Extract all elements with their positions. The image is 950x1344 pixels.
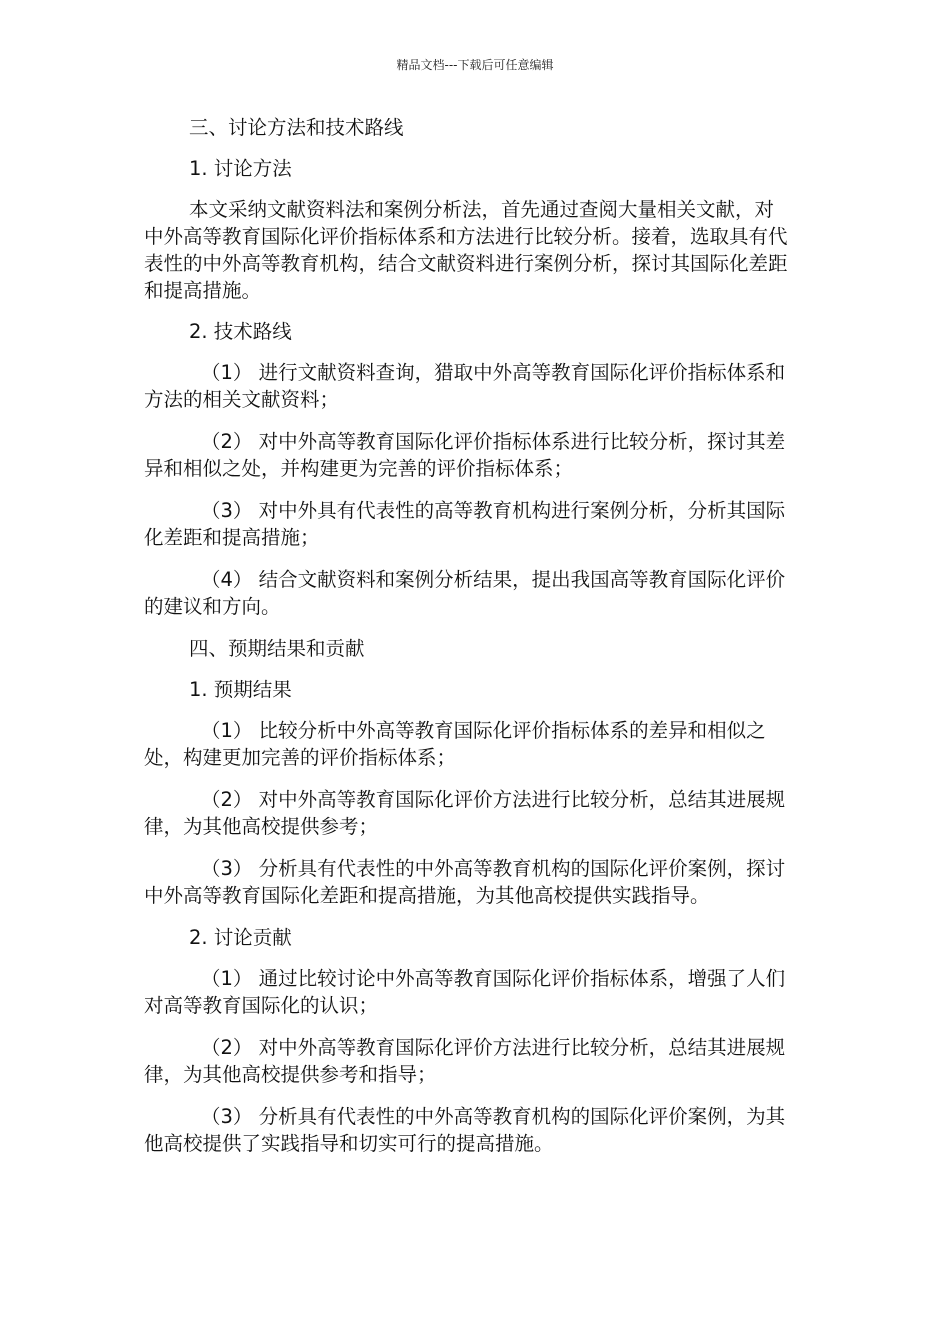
subsection-heading-technical-route: 2. 技术路线 <box>189 320 292 343</box>
section-heading-results: 四、预期结果和贡献 <box>189 637 365 660</box>
list-item: （4） 结合文献资料和案例分析结果，提出我国高等教育国际化评价的建议和方向。 <box>144 568 786 618</box>
section-heading-methods: 三、讨论方法和技术路线 <box>189 116 404 139</box>
list-item: （2） 对中外高等教育国际化评价方法进行比较分析，总结其进展规律，为其他高校提供参考； <box>144 788 786 838</box>
subsection-heading-research-method: 1. 讨论方法 <box>189 157 292 180</box>
page-header: 精品文档---下载后可任意编辑 <box>396 58 554 72</box>
list-item: （2） 对中外高等教育国际化评价指标体系进行比较分析，探讨其差异和相似之处，并构建更为完善的评价指标体系； <box>144 430 786 480</box>
list-item: （2） 对中外高等教育国际化评价方法进行比较分析，总结其进展规律，为其他高校提供参考和指导； <box>144 1036 786 1086</box>
list-item: （1） 通过比较讨论中外高等教育国际化评价指标体系，增强了人们对高等教育国际化的认识； <box>144 967 786 1017</box>
subsection-heading-expected-results: 1. 预期结果 <box>189 678 292 701</box>
list-item: （1） 比较分析中外高等教育国际化评价指标体系的差异和相似之处，构建更加完善的评价指标体系； <box>144 719 766 769</box>
research-method-paragraph: 本文采纳文献资料法和案例分析法，首先通过查阅大量相关文献，对中外高等教育国际化评价指标体系和方法进行比较分析。接着，选取具有代表性的中外高等教育机构，结合文献资料进行案例分析，探讨其国际化差距和提高措施。 <box>144 198 788 302</box>
document-body <box>144 114 790 1172</box>
list-item: （3） 分析具有代表性的中外高等教育机构的国际化评价案例，为其他高校提供了实践指导和切实可行的提高措施。 <box>144 1105 786 1155</box>
subsection-heading-contributions: 2. 讨论贡献 <box>189 926 292 949</box>
list-item: （3） 对中外具有代表性的高等教育机构进行案例分析，分析其国际化差距和提高措施； <box>144 499 786 549</box>
list-item: （1） 进行文献资料查询，猎取中外高等教育国际化评价指标体系和方法的相关文献资料； <box>144 361 786 411</box>
list-item: （3） 分析具有代表性的中外高等教育机构的国际化评价案例，探讨中外高等教育国际化差距和提高措施，为其他高校提供实践指导。 <box>144 857 786 907</box>
